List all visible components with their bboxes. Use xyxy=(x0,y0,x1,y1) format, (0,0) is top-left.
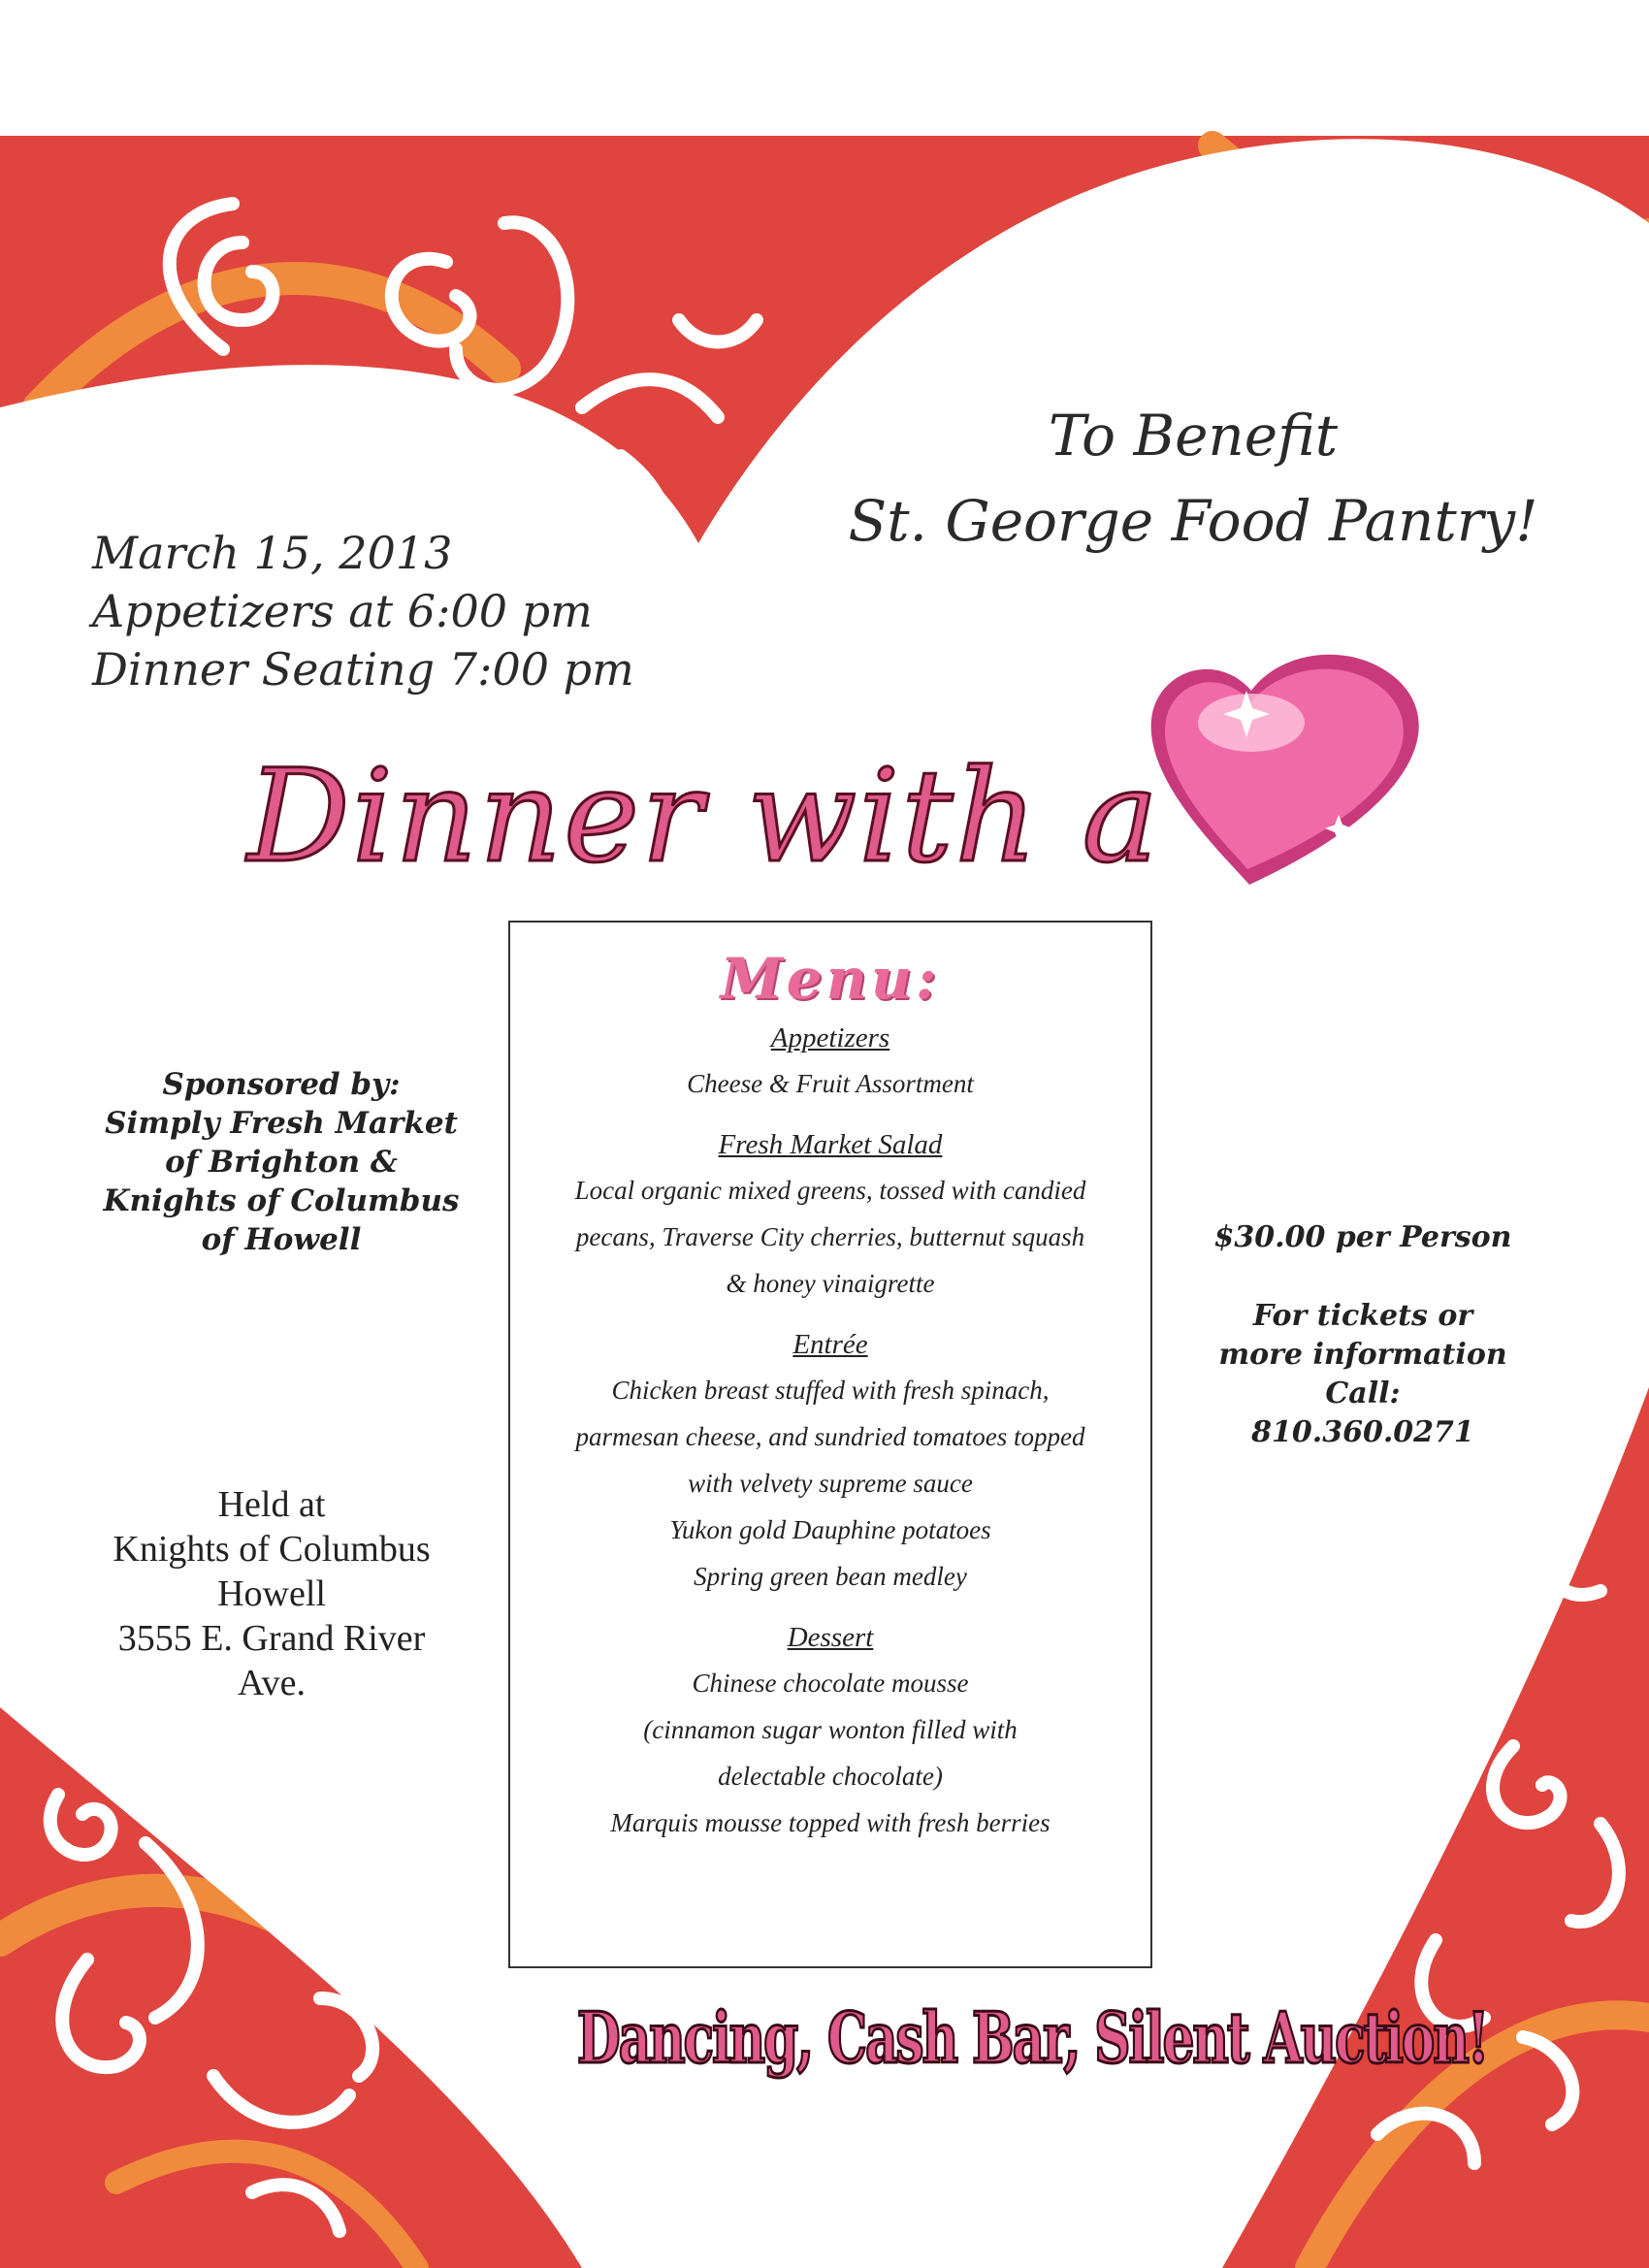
venue-line: Ave. xyxy=(238,1663,306,1703)
event-appetizers-time: Appetizers at 6:00 pm xyxy=(92,585,593,637)
menu-item: pecans, Traverse City cherries, butternut squash xyxy=(575,1222,1085,1251)
menu-box xyxy=(508,921,1152,1968)
ticket-price: $30.00 per Person xyxy=(1213,1220,1512,1254)
menu-heading: Appetizers xyxy=(770,1022,890,1053)
sponsor-block xyxy=(78,1065,485,1259)
menu-title: Menu: xyxy=(720,946,941,1012)
benefit-line-2: St. George Food Pantry! xyxy=(848,488,1538,554)
venue-line: Knights of Columbus xyxy=(113,1529,431,1570)
menu-item: Local organic mixed greens, tossed with candied xyxy=(574,1176,1086,1205)
event-details xyxy=(92,524,694,698)
menu-item: Chicken breast stuffed with fresh spinach, xyxy=(611,1376,1050,1405)
ticket-info xyxy=(1183,1297,1542,1452)
menu-item: Yukon gold Dauphine potatoes xyxy=(669,1515,991,1544)
benefit-text xyxy=(757,393,1630,564)
sponsor-line: Knights of Columbus xyxy=(103,1183,460,1218)
venue-line: Held at xyxy=(217,1484,326,1525)
menu-section-salad xyxy=(510,1122,1150,1307)
sponsor-line: of Howell xyxy=(201,1222,362,1257)
ticket-info-line: For tickets or xyxy=(1252,1299,1473,1333)
sponsor-line: Simply Fresh Market xyxy=(105,1106,458,1141)
menu-item: with velvety supreme sauce xyxy=(688,1469,973,1498)
venue-block xyxy=(68,1482,475,1705)
event-dinner-time: Dinner Seating 7:00 pm xyxy=(92,643,634,696)
menu-item: (cinnamon sugar wonton filled with xyxy=(643,1715,1018,1744)
menu-item: & honey vinaigrette xyxy=(726,1269,935,1298)
menu-heading: Entrée xyxy=(792,1329,868,1360)
menu-heading: Fresh Market Salad xyxy=(718,1129,943,1160)
menu-item: Chinese chocolate mousse xyxy=(692,1669,969,1698)
menu-item: Cheese & Fruit Assortment xyxy=(687,1069,974,1098)
benefit-line-1: To Benefit xyxy=(1048,403,1339,469)
venue-line: Howell xyxy=(217,1573,326,1614)
sponsor-line: of Brighton & xyxy=(165,1145,398,1180)
menu-item: Spring green bean medley xyxy=(694,1562,967,1591)
ticket-info-line: Call: xyxy=(1325,1377,1401,1410)
sponsor-line: Sponsored by: xyxy=(162,1067,401,1102)
menu-section-appetizers xyxy=(510,1016,1150,1107)
venue-line: 3555 E. Grand River xyxy=(117,1618,426,1659)
menu-item: parmesan cheese, and sundried tomatoes topped xyxy=(575,1422,1085,1451)
ticket-info-line: more information xyxy=(1218,1338,1507,1372)
menu-section-dessert xyxy=(510,1615,1150,1846)
menu-item: delectable chocolate) xyxy=(718,1762,943,1791)
footer-banner: Dancing, Cash Bar, Silent Auction! xyxy=(576,1996,1488,2079)
phone-number: 810.360.0271 xyxy=(1251,1415,1474,1449)
menu-item: Marquis mousse topped with fresh berries xyxy=(610,1808,1051,1837)
flyer-title: Dinner with a xyxy=(247,742,1161,891)
menu-section-entree xyxy=(510,1322,1150,1600)
menu-heading: Dessert xyxy=(787,1622,874,1653)
event-date: March 15, 2013 xyxy=(92,527,453,579)
